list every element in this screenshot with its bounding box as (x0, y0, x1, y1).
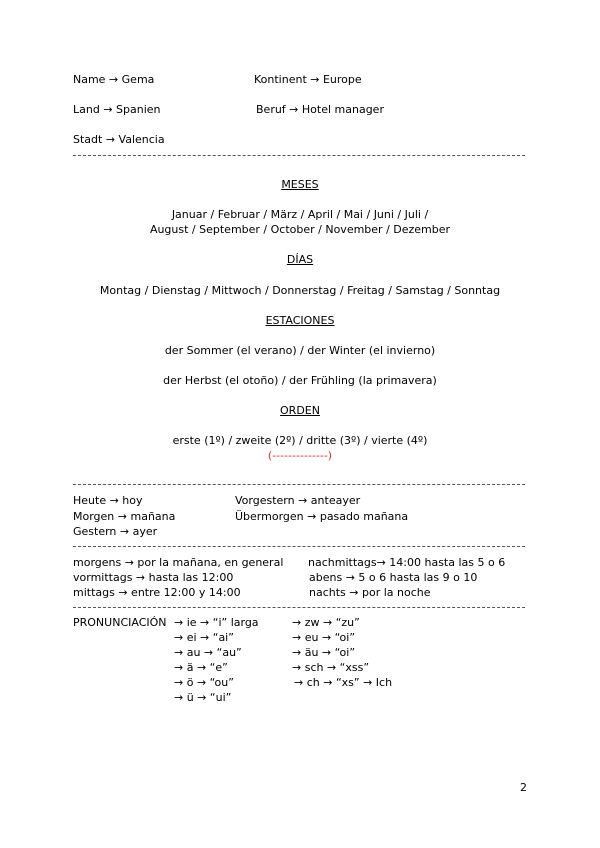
months-heading: MESES (281, 178, 319, 191)
day-yesterday: Gestern → ayer (73, 525, 158, 538)
order-note: (--------------) (267, 449, 333, 462)
time-nachmittags: nachmittags→ 14:00 hasta las 5 o 6 (308, 556, 506, 569)
time-nachts: nachts → por la noche (309, 586, 431, 599)
pronunciation-label: PRONUNCIACIÓN (73, 616, 167, 629)
pron-left-item: → ie → “i” larga (174, 616, 259, 629)
pron-left-item: → ä → “e” (174, 661, 228, 674)
time-abens: abens → 5 o 6 hasta las 9 o 10 (309, 571, 478, 584)
pron-left-item: → ei → “ai” (174, 631, 234, 644)
pron-right-item: → sch → “xss” (292, 661, 370, 674)
profile-name: Name → Gema (73, 73, 155, 86)
pron-left-item: → ü → “ui” (174, 691, 232, 704)
pron-right-item: → zw → “zu” (292, 616, 360, 629)
time-mittags: mittags → entre 12:00 y 14:00 (73, 586, 241, 599)
months-line-2: August / September / October / November / Dezember (149, 223, 451, 236)
day-today: Heute → hoy (73, 494, 143, 507)
day-after-tomorrow: Übermorgen → pasado mañana (235, 510, 409, 523)
pron-right-item: → äu → “oi” (292, 646, 356, 659)
pron-right-item: → eu → “oi” (292, 631, 356, 644)
page-number: 2 (520, 781, 527, 794)
pron-right-item: → ch → “xs” → Ich (294, 676, 393, 689)
profile-job: Beruf → Hotel manager (256, 103, 384, 116)
day-tomorrow: Morgen → mañana (73, 510, 176, 523)
profile-continent: Kontinent → Europe (254, 73, 362, 86)
seasons-heading: ESTACIONES (265, 314, 335, 327)
profile-city: Stadt → Valencia (73, 133, 165, 146)
days-line: Montag / Dienstag / Mittwoch / Donnerstag / Freitag / Samstag / Sonntag (99, 284, 501, 297)
time-morgens: morgens → por la mañana, en general (73, 556, 284, 569)
pron-left-item: → au → “au” (174, 646, 242, 659)
pron-left-item: → ö → “ou” (174, 676, 234, 689)
order-line: erste (1º) / zweite (2º) / dritte (3º) / vierte (4º) (172, 434, 428, 447)
time-vormittags: vormittags → hasta las 12:00 (73, 571, 234, 584)
day-before-yesterday: Vorgestern → anteayer (235, 494, 361, 507)
seasons-line-1: der Sommer (el verano) / der Winter (el invierno) (164, 344, 436, 357)
seasons-line-2: der Herbst (el otoño) / der Frühling (la primavera) (163, 374, 437, 387)
dashed-divider (73, 155, 525, 156)
dashed-divider (73, 484, 525, 485)
profile-country: Land → Spanien (73, 103, 161, 116)
days-heading: DÍAS (286, 253, 314, 266)
order-heading: ORDEN (280, 404, 320, 417)
dashed-divider (73, 546, 525, 547)
months-line-1: Januar / Februar / März / April / Mai / Juni / Juli / (171, 208, 429, 221)
dashed-divider (73, 607, 525, 608)
